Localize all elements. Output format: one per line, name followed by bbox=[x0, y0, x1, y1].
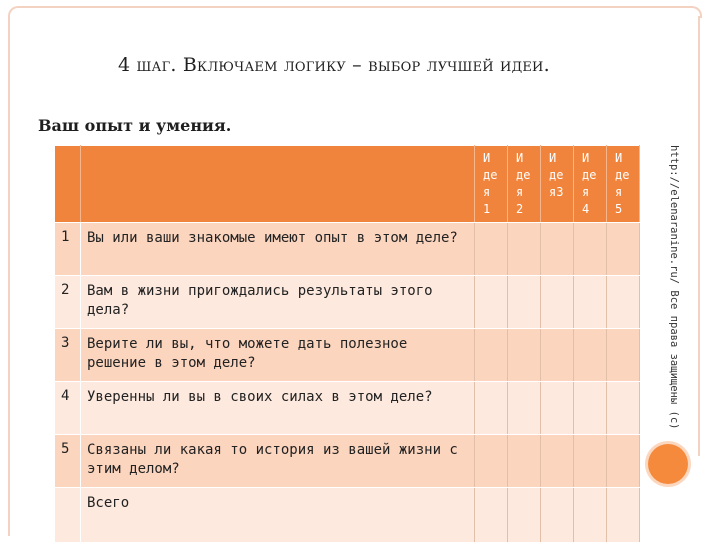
slide-frame-left bbox=[8, 16, 10, 536]
score-cell[interactable] bbox=[508, 435, 541, 488]
score-cell[interactable] bbox=[574, 435, 607, 488]
score-cell[interactable] bbox=[508, 329, 541, 382]
score-cell[interactable] bbox=[475, 329, 508, 382]
score-cell[interactable] bbox=[541, 223, 574, 276]
score-cell[interactable] bbox=[541, 382, 574, 435]
row-question: Связаны ли какая то история из вашей жизни с этим делом? bbox=[81, 435, 475, 488]
total-cell[interactable] bbox=[541, 488, 574, 543]
score-cell[interactable] bbox=[508, 223, 541, 276]
score-cell[interactable] bbox=[475, 382, 508, 435]
score-cell[interactable] bbox=[508, 382, 541, 435]
table-row bbox=[55, 329, 640, 382]
row-number: 5 bbox=[55, 435, 81, 488]
slide-frame-right bbox=[698, 16, 700, 456]
row-question: Вам в жизни пригождались результаты этого дела? bbox=[81, 276, 475, 329]
score-cell[interactable] bbox=[574, 329, 607, 382]
evaluation-table bbox=[54, 145, 640, 543]
score-cell[interactable] bbox=[475, 435, 508, 488]
table-row bbox=[55, 382, 640, 435]
total-row bbox=[55, 488, 640, 543]
slide-title: 4 шаг. Включаем логику – выбор лучшей идеи. bbox=[118, 54, 550, 76]
table-row bbox=[55, 223, 640, 276]
header-num-cell bbox=[55, 146, 81, 223]
header-idea-3: И де я3 bbox=[541, 146, 574, 223]
score-cell[interactable] bbox=[607, 223, 640, 276]
score-cell[interactable] bbox=[607, 276, 640, 329]
score-cell[interactable] bbox=[541, 435, 574, 488]
total-cell[interactable] bbox=[607, 488, 640, 543]
row-number: 3 bbox=[55, 329, 81, 382]
row-number: 4 bbox=[55, 382, 81, 435]
score-cell[interactable] bbox=[574, 223, 607, 276]
score-cell[interactable] bbox=[475, 276, 508, 329]
score-cell[interactable] bbox=[607, 435, 640, 488]
header-idea-5: И де я 5 bbox=[607, 146, 640, 223]
total-num-cell bbox=[55, 488, 81, 543]
score-cell[interactable] bbox=[541, 329, 574, 382]
total-cell[interactable] bbox=[508, 488, 541, 543]
decorative-circle-icon bbox=[648, 444, 688, 484]
copyright-side-text: http://elenaranine.ru/ Все права защищены (с) bbox=[668, 145, 680, 430]
score-cell[interactable] bbox=[475, 223, 508, 276]
row-question: Вы или ваши знакомые имеют опыт в этом деле? bbox=[81, 223, 475, 276]
score-cell[interactable] bbox=[508, 276, 541, 329]
header-idea-2: И де я 2 bbox=[508, 146, 541, 223]
table-row bbox=[55, 435, 640, 488]
score-cell[interactable] bbox=[574, 382, 607, 435]
total-label: Всего bbox=[81, 488, 475, 543]
score-cell[interactable] bbox=[607, 382, 640, 435]
header-idea-1: И де я 1 bbox=[475, 146, 508, 223]
total-cell[interactable] bbox=[475, 488, 508, 543]
slide-frame-top bbox=[8, 6, 702, 18]
score-cell[interactable] bbox=[574, 276, 607, 329]
row-question: Верите ли вы, что можете дать полезное решение в этом деле? bbox=[81, 329, 475, 382]
slide-subtitle: Ваш опыт и умения. bbox=[38, 116, 232, 135]
row-question: Уверенны ли вы в своих силах в этом деле? bbox=[81, 382, 475, 435]
table-header-row bbox=[55, 146, 640, 223]
score-cell[interactable] bbox=[607, 329, 640, 382]
total-cell[interactable] bbox=[574, 488, 607, 543]
score-cell[interactable] bbox=[541, 276, 574, 329]
header-idea-4: И де я 4 bbox=[574, 146, 607, 223]
header-question-cell bbox=[81, 146, 475, 223]
row-number: 2 bbox=[55, 276, 81, 329]
table-row bbox=[55, 276, 640, 329]
row-number: 1 bbox=[55, 223, 81, 276]
